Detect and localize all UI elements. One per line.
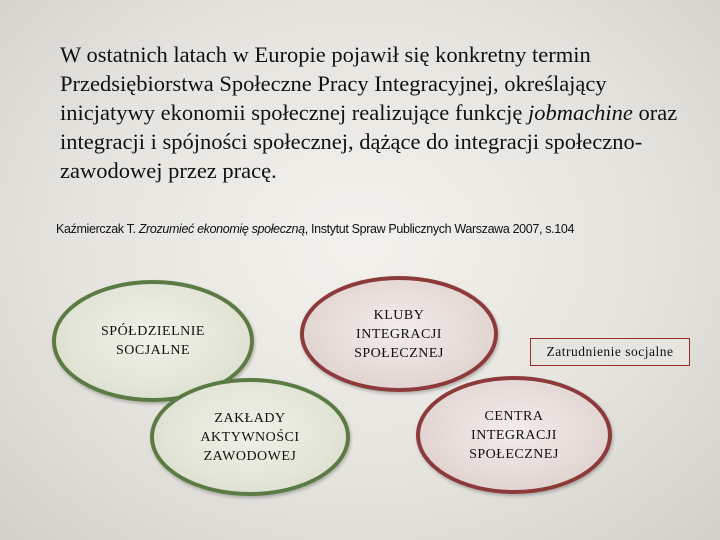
paragraph-text-after: oraz integracji i spójności społecznej, dążące do integracji społeczno-zawodowej przez pracę. <box>60 100 678 183</box>
ellipse-centra-integracji <box>416 376 612 494</box>
citation-rest: , Instytut Spraw Publicznych Warszawa 2007, s.104 <box>304 222 575 236</box>
zatrudnienie-socjalne-label <box>530 338 690 366</box>
ellipse-label-centra: CENTRA INTEGRACJI SPOŁECZNEJ <box>469 408 559 462</box>
citation <box>56 222 696 236</box>
ellipse-label-kluby: KLUBY INTEGRACJI SPOŁECZNEJ <box>354 307 444 361</box>
label-text-zatrudnienie: Zatrudnienie socjalne <box>546 344 674 359</box>
citation-author: Kaźmierczak T. <box>56 222 139 236</box>
main-paragraph <box>60 40 700 185</box>
citation-title: Zrozumieć ekonomię społeczną <box>138 222 305 236</box>
paragraph-text-before: W ostatnich latach w Europie pojawił się konkretny termin Przedsiębiorstwa Społeczne Pracy Integracyjnej, określający inicjatywy ekonomii społecznej realizujące funkcję <box>60 42 607 125</box>
ellipse-kluby-integracji <box>300 276 498 392</box>
ellipse-zaklady-aktywnosci <box>150 378 350 496</box>
ellipse-label-spoldzielnie: SPÓŁDZIELNIE SOCJALNE <box>101 324 205 358</box>
paragraph-emphasis: jobmachine <box>527 100 633 125</box>
ellipse-label-zaklady: ZAKŁADY AKTYWNOŚCI ZAWODOWEJ <box>200 410 300 464</box>
